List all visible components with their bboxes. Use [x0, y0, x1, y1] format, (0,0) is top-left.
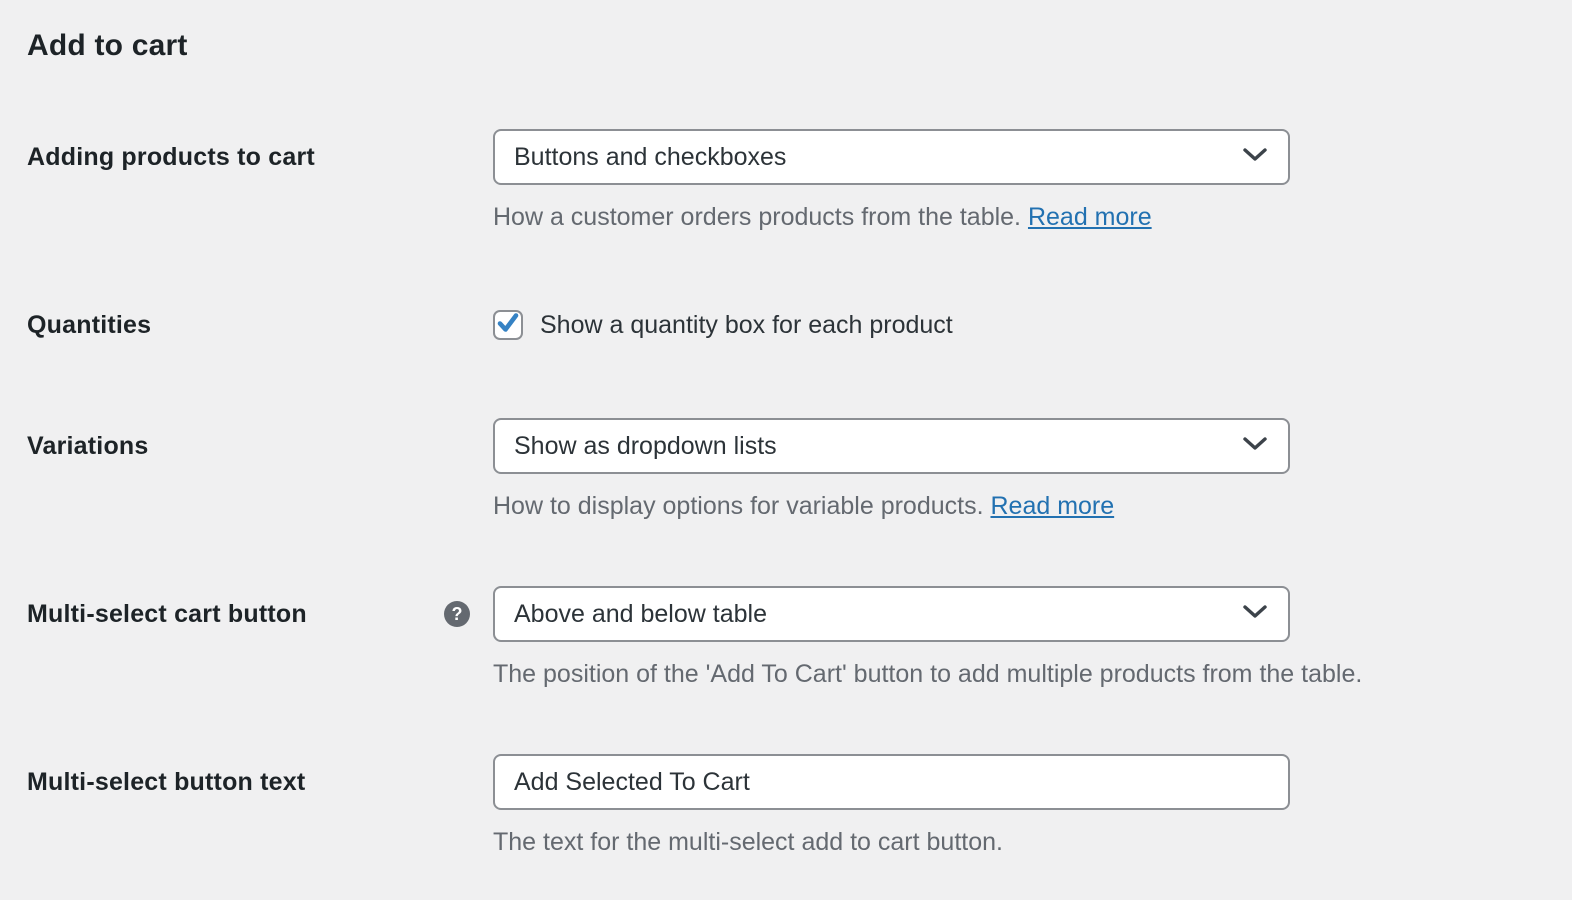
row-multiselect-button-text	[27, 754, 1545, 857]
variations-select[interactable]	[493, 418, 1290, 474]
adding-products-label: Adding products to cart	[27, 142, 315, 171]
chevron-down-icon	[1242, 147, 1268, 168]
variations-label: Variations	[27, 431, 149, 460]
adding-products-helper	[493, 202, 1545, 232]
quantities-label: Quantities	[27, 310, 152, 339]
variations-select-value: Show as dropdown lists	[514, 431, 777, 460]
multiselect-cart-button-label: Multi-select cart button	[27, 599, 307, 628]
multiselect-position-select-value: Above and below table	[514, 599, 767, 628]
check-icon	[496, 311, 520, 340]
chevron-down-icon	[1242, 604, 1268, 625]
variations-helper-text: How to display options for variable products.	[493, 492, 984, 520]
quantity-checkbox[interactable]	[493, 310, 523, 340]
read-more-link[interactable]: Read more	[1027, 203, 1152, 231]
read-more-link[interactable]: Read more	[990, 492, 1115, 520]
row-quantities	[27, 308, 1545, 342]
settings-form	[27, 129, 1545, 857]
multiselect-button-text-helper: The text for the multi-select add to cart button.	[493, 828, 1003, 856]
quantity-checkbox-label[interactable]: Show a quantity box for each product	[540, 310, 953, 339]
row-adding-products-to-cart	[27, 129, 1545, 232]
adding-products-helper-text: How a customer orders products from the table.	[493, 203, 1022, 231]
row-multiselect-cart-button	[27, 586, 1545, 689]
multiselect-button-text-input[interactable]	[493, 754, 1290, 810]
multiselect-position-select[interactable]	[493, 586, 1290, 642]
multiselect-position-helper: The position of the 'Add To Cart' button to add multiple products from the table.	[493, 660, 1363, 688]
variations-helper	[493, 491, 1545, 521]
help-question-icon[interactable]: ?	[444, 601, 470, 627]
adding-products-select-value: Buttons and checkboxes	[514, 142, 787, 171]
multiselect-button-text-label: Multi-select button text	[27, 767, 306, 796]
chevron-down-icon	[1242, 436, 1268, 457]
row-variations	[27, 418, 1545, 521]
section-title: Add to cart	[27, 29, 188, 62]
adding-products-select[interactable]	[493, 129, 1290, 185]
